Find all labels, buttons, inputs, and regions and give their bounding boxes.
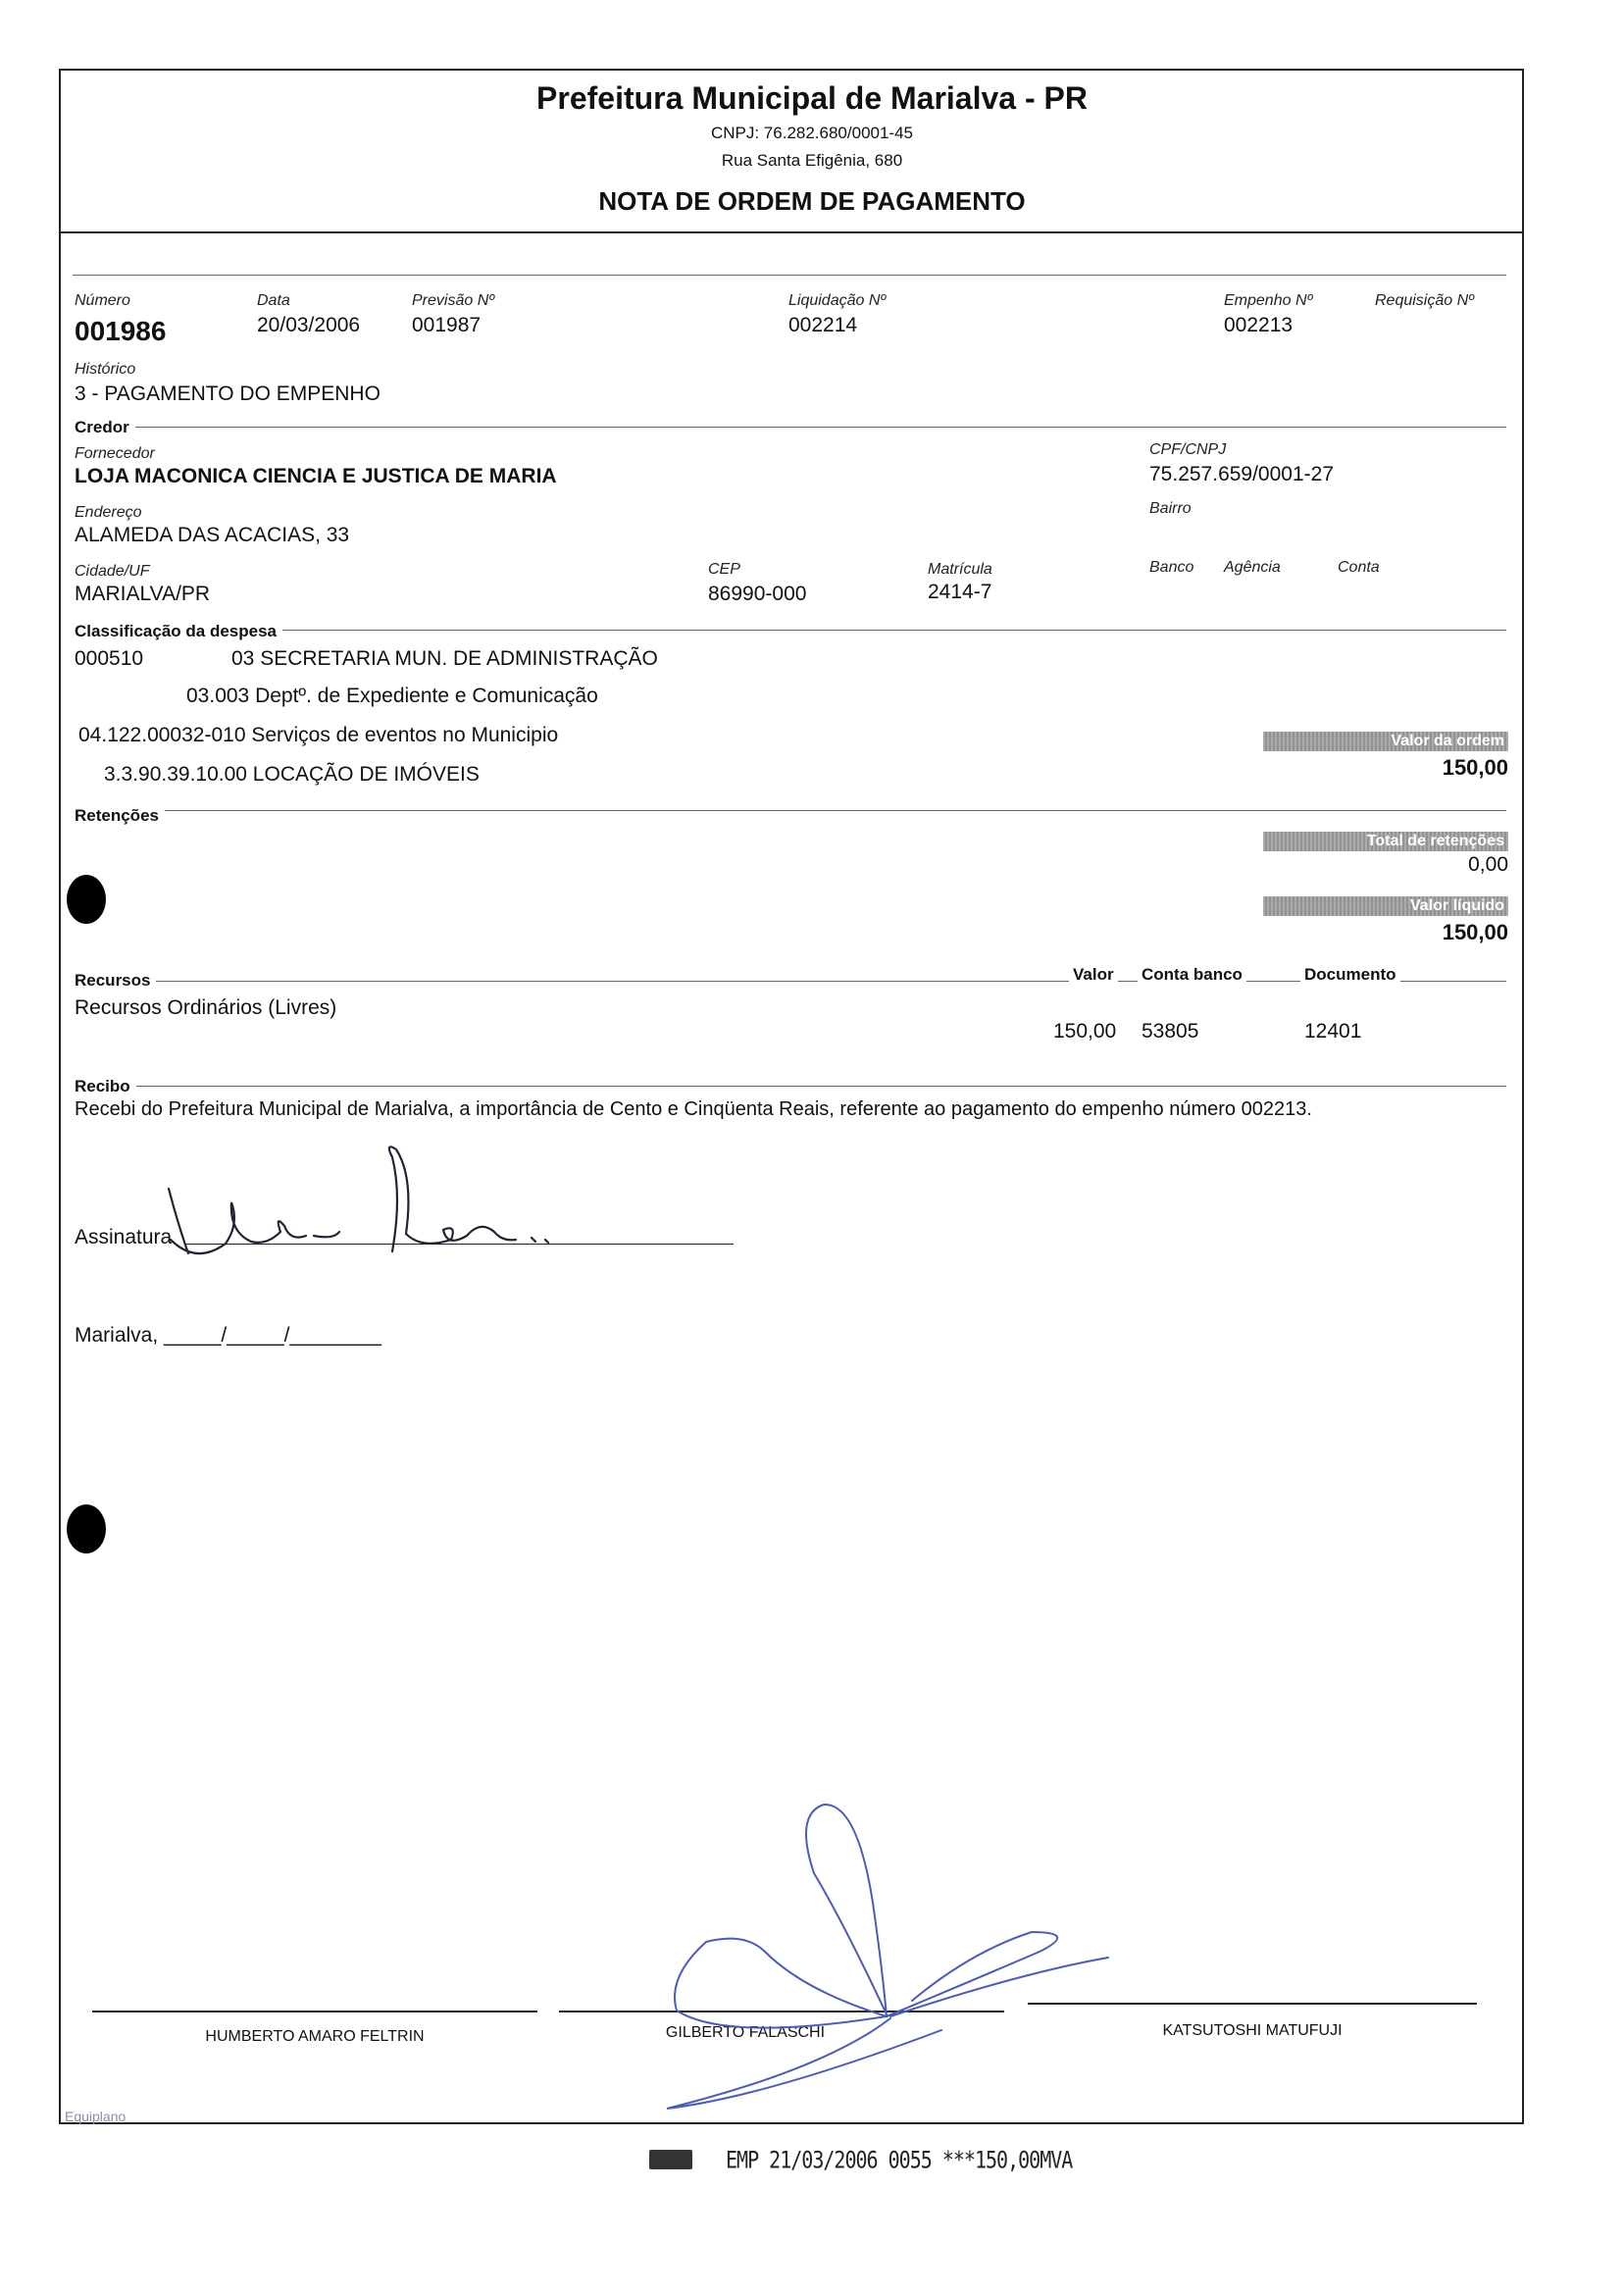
signatory-2: GILBERTO FALASCHI [665, 2024, 826, 2041]
liquidacao-value: 002214 [788, 314, 858, 336]
data-label: Data [257, 292, 290, 309]
ids-top-rule [73, 275, 1506, 276]
fornecedor-value: LOJA MACONICA CIENCIA E JUSTICA DE MARIA [75, 465, 557, 487]
cep-value: 86990-000 [708, 583, 807, 605]
signatory-3: KATSUTOSHI MATUFUJI [1162, 2022, 1343, 2039]
bank-stamp: EMP 21/03/2006 0055 ***150,00MVA [726, 2145, 1073, 2174]
recursos-fonte: Recursos Ordinários (Livres) [75, 996, 337, 1019]
signatory-1: HUMBERTO AMARO FELTRIN [205, 2028, 425, 2045]
agencia-label: Agência [1224, 559, 1281, 576]
bank-stamp-logo-icon [649, 2150, 692, 2169]
recursos-rule [75, 981, 1506, 982]
valor-ordem-label: Valor da ordem [1263, 732, 1508, 751]
classificacao-line3: 04.122.00032-010 Serviços de eventos no Municipio [78, 724, 559, 746]
classificacao-line4: 3.3.90.39.10.00 LOCAÇÃO DE IMÓVEIS [104, 763, 480, 786]
previsao-label: Previsão Nº [412, 292, 495, 309]
empenho-label: Empenho Nº [1224, 292, 1313, 309]
classificacao-line1: 03 SECRETARIA MUN. DE ADMINISTRAÇÃO [231, 647, 658, 670]
banco-label: Banco [1149, 559, 1194, 576]
cep-label: CEP [708, 561, 740, 578]
liquidacao-label: Liquidação Nº [788, 292, 887, 309]
valor-liquido-value: 150,00 [1442, 920, 1508, 944]
recursos-valor-label: Valor [1069, 965, 1118, 985]
conta-label: Conta [1338, 559, 1380, 576]
gilberto-signature-icon [647, 1785, 1118, 2118]
recibo-text: Recebi do Prefeitura Municipal de Marialva, a importância de Cento e Cinqüenta Reais, referente ao pagamento do empenho número 002213. [75, 1098, 1312, 1120]
credor-section: Credor [75, 418, 135, 437]
signatory-line-1 [92, 2011, 537, 2012]
punch-hole [67, 875, 106, 924]
numero-label: Número [75, 292, 130, 309]
recursos-valor: 150,00 [1053, 1020, 1117, 1043]
credor-rule [75, 427, 1506, 428]
vendor-mark: Equiplano [65, 2109, 127, 2124]
document-title: NOTA DE ORDEM DE PAGAMENTO [598, 186, 1026, 216]
header-divider [59, 231, 1524, 233]
endereco-label: Endereço [75, 504, 142, 521]
recursos-documento-label: Documento [1300, 965, 1400, 985]
recibo-rule [75, 1086, 1506, 1087]
recursos-conta-label: Conta banco [1138, 965, 1246, 985]
bairro-label: Bairro [1149, 500, 1192, 517]
municipality-title: Prefeitura Municipal de Marialva - PR [536, 80, 1088, 116]
recibo-signature-icon [157, 1138, 588, 1265]
valor-ordem-value: 150,00 [1442, 755, 1508, 780]
cidade-value: MARIALVA/PR [75, 583, 211, 605]
classificacao-line2: 03.003 Deptº. de Expediente e Comunicação [186, 685, 598, 707]
recursos-section: Recursos [75, 971, 156, 991]
requisicao-label: Requisição Nº [1375, 292, 1474, 309]
recibo-section: Recibo [75, 1077, 136, 1096]
retencoes-section: Retenções [75, 806, 165, 826]
matricula-value: 2414-7 [928, 581, 992, 603]
local-date: Marialva, _____/_____/________ [75, 1324, 381, 1347]
recursos-documento: 12401 [1304, 1020, 1362, 1043]
historico-value: 3 - PAGAMENTO DO EMPENHO [75, 382, 381, 405]
cpf-value: 75.257.659/0001-27 [1149, 463, 1335, 485]
fornecedor-label: Fornecedor [75, 445, 155, 462]
historico-label: Histórico [75, 361, 136, 378]
cnpj-line: CNPJ: 76.282.680/0001-45 [710, 124, 914, 142]
valor-liquido-label: Valor líquido [1263, 896, 1508, 916]
address-line: Rua Santa Efigênia, 680 [721, 151, 903, 170]
classificacao-section: Classificação da despesa [75, 622, 282, 641]
numero-value: 001986 [75, 316, 167, 346]
total-retencoes-value: 0,00 [1468, 853, 1508, 876]
data-value: 20/03/2006 [257, 314, 361, 336]
punch-hole [67, 1504, 106, 1553]
empenho-value: 002213 [1224, 314, 1294, 336]
cidade-label: Cidade/UF [75, 563, 150, 580]
cpf-label: CPF/CNPJ [1149, 441, 1227, 458]
recursos-conta: 53805 [1142, 1020, 1199, 1043]
retencoes-rule [75, 810, 1506, 811]
classificacao-code: 000510 [75, 647, 144, 670]
total-retencoes-label: Total de retenções [1263, 832, 1508, 851]
matricula-label: Matrícula [928, 561, 992, 578]
assinatura-label: Assinatura [75, 1226, 173, 1248]
previsao-value: 001987 [412, 314, 482, 336]
classificacao-rule [75, 630, 1506, 631]
endereco-value: ALAMEDA DAS ACACIAS, 33 [75, 524, 350, 546]
